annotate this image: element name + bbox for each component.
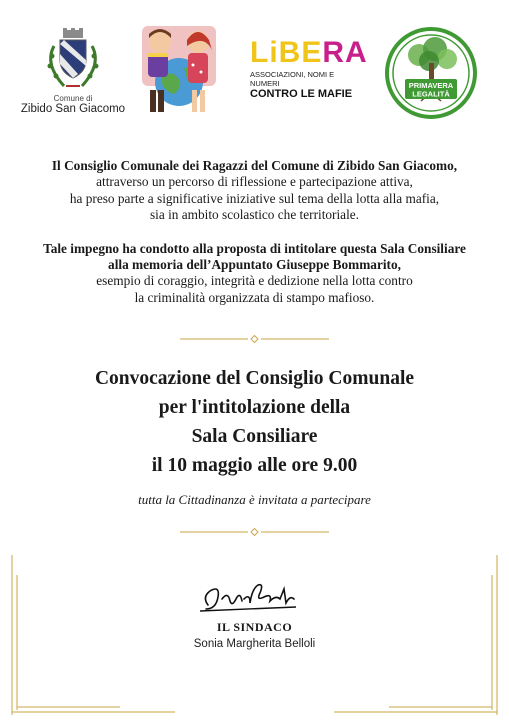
coat-of-arms-icon (38, 26, 108, 96)
logo-bar (0, 20, 509, 130)
intro-line: Il Consiglio Comunale dei Ragazzi del Comune di Zibido San Giacomo, (51, 158, 458, 173)
handwritten-signature (200, 575, 310, 617)
intro-text (0, 158, 509, 306)
zibido-coat-of-arms-logo (18, 26, 128, 126)
primavera-line1: PRIMAVERA (408, 81, 454, 90)
primavera-line2: LEGALITÀ (412, 89, 450, 99)
gold-frame-bottom-right (329, 690, 509, 720)
intro-line: attraverso un percorso di riflessione e partecipazione attiva, (96, 174, 413, 190)
children-hugging-globe-icon (138, 20, 220, 120)
comune-di-label: Comune di (53, 94, 93, 103)
invitation-text: tutta la Cittadinanza è invitata a partecipare (138, 492, 371, 507)
intro-line: Tale impegno ha condotto alla proposta di intitolare questa Sala Consiliare (43, 240, 466, 256)
convocation-headline (0, 364, 509, 480)
libera-contro-label: CONTRO LE MAFIE (250, 88, 353, 100)
intro-line: sia in ambito scolastico che territoriale. (150, 207, 359, 223)
sindaco-title: IL SINDACO (216, 620, 293, 634)
headline-date: il 10 maggio alle ore 9.00 (151, 455, 358, 476)
libera-wordmark-yellow: LiBE (250, 36, 323, 69)
gold-divider (180, 528, 329, 536)
headline-line: Convocazione del Consiglio Comunale (94, 368, 415, 389)
gold-divider (180, 335, 329, 343)
gold-frame-bottom-left (0, 690, 180, 720)
libera-wordmark (250, 36, 368, 69)
libera-logo (250, 36, 368, 128)
intro-line: alla memoria dell’Appuntato Giuseppe Bommarito, (108, 257, 401, 273)
primavera-legalita-logo (385, 27, 477, 119)
headline-line: Sala Consiliare (191, 426, 318, 447)
sindaco-name: Sonia Margherita Belloli (193, 638, 316, 650)
zibido-name-label: Zibido San Giacomo (20, 103, 126, 115)
intro-line: la criminalità organizzata di stampo mafioso. (134, 289, 375, 305)
libera-wordmark-magenta: RA (322, 36, 368, 69)
libera-subtitle: ASSOCIAZIONI, NOMI E NUMERI (250, 70, 335, 88)
intro-line: esempio di coraggio, integrità e dedizione nella lotta contro (96, 273, 413, 289)
headline-line: per l'intitolazione della (158, 397, 351, 418)
intro-line: ha preso parte a significative iniziative sul tema della lotta alla mafia, (69, 190, 440, 206)
